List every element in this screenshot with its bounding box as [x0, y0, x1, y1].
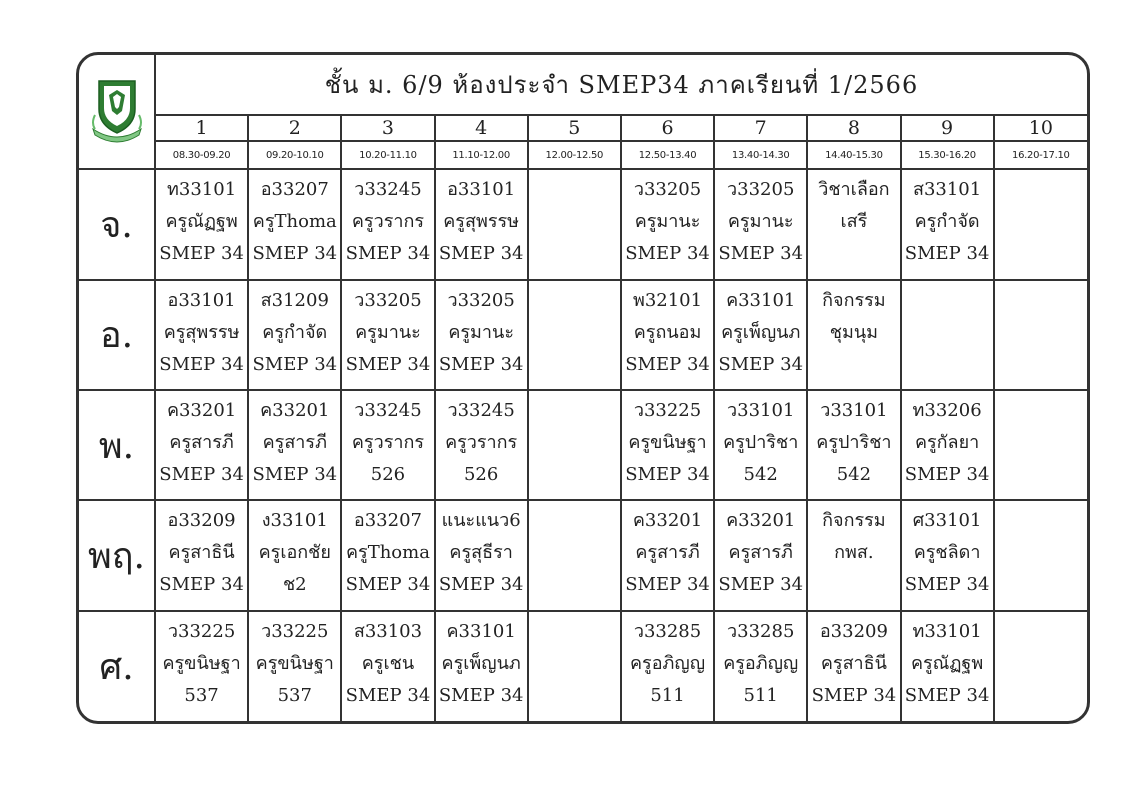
teacher-name: ครูวรากร	[351, 431, 425, 453]
teacher-name: ครูขนิษฐา	[628, 431, 707, 453]
teacher-name: ครูวรากร	[351, 211, 425, 233]
subject-code: ว33285	[633, 620, 702, 642]
day-label: อ.	[79, 280, 155, 390]
subject-code: ค33101	[446, 620, 516, 642]
teacher-name: ครูมานะ	[634, 211, 701, 233]
room: SMEP 34	[904, 574, 990, 596]
teacher-name: กพส.	[834, 542, 874, 564]
teacher-name: ครูถนอม	[633, 321, 702, 343]
period-number: 7	[714, 115, 807, 141]
teacher-name: ครูชลิดา	[913, 542, 981, 564]
subject-code: ว33245	[354, 399, 422, 421]
subject-code: ว33245	[354, 179, 422, 201]
subject-code: วิชาเลือก	[818, 179, 890, 201]
subject-code: ท33101	[167, 179, 237, 201]
teacher-name: ครูสุธีรา	[449, 542, 513, 564]
subject-code: อ33101	[167, 289, 236, 311]
subject-code: ค33201	[726, 510, 796, 532]
room: SMEP 34	[625, 243, 710, 265]
teacher-name: ครูเชน	[361, 652, 415, 674]
class-slot	[248, 390, 341, 500]
room: SMEP 34	[159, 463, 244, 485]
room: 511	[650, 684, 685, 706]
period-time: 12.00-12.50	[528, 141, 621, 169]
class-slot	[435, 280, 528, 390]
day-label: ศ.	[79, 611, 155, 721]
subject-code: ว33225	[633, 399, 702, 421]
subject-code: ค33201	[166, 399, 237, 421]
teacher-name: ครูมานะ	[448, 321, 514, 343]
teacher-name: ครูกำจัด	[262, 321, 328, 343]
room: 542	[836, 463, 872, 485]
period-number: 6	[621, 115, 714, 141]
teacher-name: ครูขนิษฐา	[255, 652, 334, 674]
subject-code: ว33205	[447, 289, 515, 311]
teacher-name: ครูเพ็ญนภ	[441, 652, 521, 674]
class-slot	[248, 280, 341, 390]
period-number: 9	[901, 115, 994, 141]
class-slot	[901, 390, 994, 500]
class-slot	[341, 611, 434, 721]
room: 526	[463, 463, 499, 485]
subject-code: แนะแนว6	[441, 510, 521, 532]
teacher-name: ครูณัฏฐพ	[165, 211, 238, 233]
period-time: 10.20-11.10	[341, 141, 434, 169]
teacher-name: ครูอภิญญ	[630, 652, 706, 674]
room: SMEP 34	[438, 684, 524, 706]
room: SMEP 34	[345, 353, 431, 375]
subject-code: อ33209	[819, 620, 888, 642]
day-row	[79, 611, 1087, 721]
room: SMEP 34	[438, 574, 524, 596]
class-slot	[155, 280, 248, 390]
period-number: 1	[155, 115, 248, 141]
room: SMEP 34	[904, 243, 990, 265]
class-slot	[155, 611, 248, 721]
room: SMEP 34	[252, 353, 338, 375]
subject-code: อ33207	[260, 179, 329, 201]
class-slot	[155, 390, 248, 500]
day-label: พฤ.	[79, 500, 155, 610]
subject-code: ท33206	[912, 399, 982, 421]
subject-code: อ33209	[167, 510, 236, 532]
teacher-name: ครูสารภี	[262, 431, 327, 453]
day-row	[79, 390, 1087, 500]
period-number: 3	[341, 115, 434, 141]
teacher-name: ครูกัลยา	[914, 431, 980, 453]
class-slot	[435, 169, 528, 279]
teacher-name: ครูเอกชัย	[258, 542, 331, 564]
room: 542	[743, 463, 778, 485]
class-slot	[341, 390, 434, 500]
teacher-name: ครูวรากร	[445, 431, 518, 453]
room: SMEP 34	[159, 353, 244, 375]
empty-slot	[528, 500, 621, 610]
teacher-name: ครูปาริชา	[816, 431, 892, 453]
class-slot	[714, 500, 807, 610]
subject-code: ว33225	[261, 620, 329, 642]
empty-slot	[994, 611, 1087, 721]
subject-code: ว33101	[727, 399, 795, 421]
subject-code: ว33205	[727, 179, 795, 201]
room: SMEP 34	[718, 243, 804, 265]
period-time: 13.40-14.30	[714, 141, 807, 169]
period-time: 12.50-13.40	[621, 141, 714, 169]
subject-code: อ33207	[353, 510, 422, 532]
subject-code: ส33101	[912, 179, 982, 201]
empty-slot	[994, 280, 1087, 390]
class-slot	[901, 500, 994, 610]
room: SMEP 34	[718, 353, 804, 375]
subject-code: ค33101	[726, 289, 796, 311]
timetable	[79, 55, 1087, 721]
teacher-name: ชุมนุม	[829, 321, 879, 343]
room: SMEP 34	[904, 684, 990, 706]
empty-slot	[994, 169, 1087, 279]
teacher-name: ครูสุพรรษ	[443, 211, 520, 233]
room: SMEP 34	[904, 463, 990, 485]
class-slot	[621, 611, 714, 721]
teacher-name: ครูThoma	[252, 211, 337, 233]
room: SMEP 34	[438, 243, 524, 265]
empty-slot	[528, 169, 621, 279]
class-slot	[714, 611, 807, 721]
period-time: 14.40-15.30	[807, 141, 900, 169]
room: SMEP 34	[159, 243, 244, 265]
class-slot	[901, 611, 994, 721]
school-logo-icon	[89, 75, 145, 145]
day-row	[79, 169, 1087, 279]
empty-slot	[528, 611, 621, 721]
title-row	[79, 55, 1087, 115]
timetable-frame	[76, 52, 1090, 724]
teacher-name: ครูปาริชา	[723, 431, 799, 453]
room: SMEP 34	[625, 463, 710, 485]
class-slot	[248, 169, 341, 279]
class-slot	[341, 280, 434, 390]
room: SMEP 34	[438, 353, 524, 375]
class-slot	[621, 169, 714, 279]
class-slot	[621, 280, 714, 390]
subject-code: ง33101	[261, 510, 328, 532]
period-number: 10	[994, 115, 1087, 141]
subject-code: ศ33101	[912, 510, 982, 532]
subject-code: ท33101	[912, 620, 982, 642]
teacher-name: ครูสุพรรษ	[163, 321, 240, 343]
subject-code: ค33201	[632, 510, 703, 532]
room: SMEP 34	[252, 463, 338, 485]
subject-code: ว33245	[447, 399, 515, 421]
empty-slot	[901, 280, 994, 390]
subject-code: กิจกรรม	[822, 289, 886, 311]
subject-code: ส31209	[260, 289, 329, 311]
period-time: 11.10-12.00	[435, 141, 528, 169]
class-slot	[621, 390, 714, 500]
teacher-name: ครูสาธินี	[820, 652, 887, 674]
period-number: 8	[807, 115, 900, 141]
room: SMEP 34	[811, 684, 897, 706]
subject-code: ว33285	[727, 620, 795, 642]
class-slot	[155, 500, 248, 610]
room: 537	[277, 684, 312, 706]
day-label: พ.	[79, 390, 155, 500]
subject-code: ว33205	[633, 179, 702, 201]
subject-code: ว33225	[167, 620, 236, 642]
teacher-name: ครูมานะ	[355, 321, 421, 343]
class-slot	[714, 390, 807, 500]
room: 526	[370, 463, 406, 485]
class-slot	[435, 611, 528, 721]
teacher-name: ครูกำจัด	[914, 211, 980, 233]
teacher-name: ครูสารภี	[169, 431, 234, 453]
class-slot	[807, 390, 900, 500]
class-slot	[248, 611, 341, 721]
period-number: 4	[435, 115, 528, 141]
room: ช2	[282, 574, 307, 596]
room: 537	[184, 684, 219, 706]
period-time-row	[79, 141, 1087, 169]
subject-code: ว33205	[354, 289, 422, 311]
teacher-name: ครูสารภี	[635, 542, 700, 564]
teacher-name: ครูสาธินี	[168, 542, 235, 564]
class-slot	[714, 169, 807, 279]
teacher-name: ครูมานะ	[727, 211, 794, 233]
class-slot	[807, 280, 900, 390]
class-slot	[341, 169, 434, 279]
period-time: 16.20-17.10	[994, 141, 1087, 169]
period-time: 08.30-09.20	[155, 141, 248, 169]
teacher-name: ครูอภิญญ	[723, 652, 799, 674]
room: SMEP 34	[345, 684, 431, 706]
class-slot	[901, 169, 994, 279]
teacher-name: เสรี	[840, 211, 868, 233]
room: SMEP 34	[718, 574, 804, 596]
page-title: ชั้น ม. 6/9 ห้องประจำ SMEP34 ภาคเรียนที่ 1/2566	[155, 55, 1087, 115]
teacher-name: ครูขนิษฐา	[162, 652, 241, 674]
class-slot	[714, 280, 807, 390]
day-row	[79, 280, 1087, 390]
subject-code: ส33103	[353, 620, 423, 642]
school-logo-cell	[79, 55, 155, 169]
teacher-name: ครูThoma	[345, 542, 430, 564]
empty-slot	[994, 390, 1087, 500]
day-label: จ.	[79, 169, 155, 279]
class-slot	[248, 500, 341, 610]
room: SMEP 34	[345, 574, 431, 596]
class-slot	[807, 500, 900, 610]
subject-code: ค33201	[260, 399, 330, 421]
room: SMEP 34	[345, 243, 431, 265]
class-slot	[621, 500, 714, 610]
class-slot	[807, 611, 900, 721]
period-number: 2	[248, 115, 341, 141]
subject-code: พ32101	[632, 289, 703, 311]
day-row	[79, 500, 1087, 610]
subject-code: อ33101	[447, 179, 516, 201]
subject-code: ว33101	[820, 399, 888, 421]
period-time: 15.30-16.20	[901, 141, 994, 169]
class-slot	[807, 169, 900, 279]
room: SMEP 34	[159, 574, 244, 596]
room: SMEP 34	[252, 243, 338, 265]
period-number-row	[79, 115, 1087, 141]
empty-slot	[528, 390, 621, 500]
teacher-name: ครูณัฏฐพ	[910, 652, 984, 674]
empty-slot	[528, 280, 621, 390]
empty-slot	[994, 500, 1087, 610]
room: 511	[743, 684, 778, 706]
class-slot	[435, 390, 528, 500]
class-slot	[155, 169, 248, 279]
subject-code: กิจกรรม	[822, 510, 886, 532]
teacher-name: ครูเพ็ญนภ	[721, 321, 801, 343]
class-slot	[341, 500, 434, 610]
room: SMEP 34	[625, 353, 710, 375]
period-number: 5	[528, 115, 621, 141]
period-time: 09.20-10.10	[248, 141, 341, 169]
class-slot	[435, 500, 528, 610]
teacher-name: ครูสารภี	[728, 542, 793, 564]
room: SMEP 34	[625, 574, 710, 596]
